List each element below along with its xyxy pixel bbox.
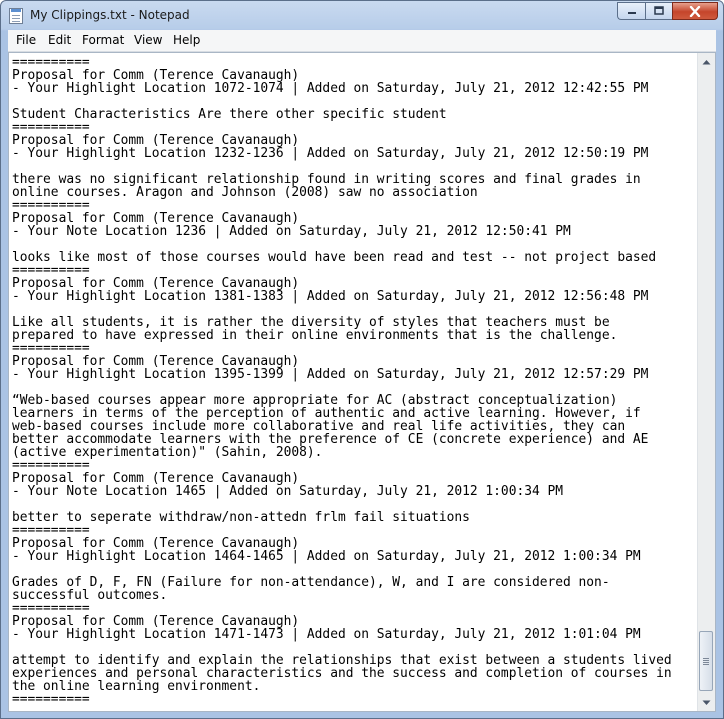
text-line: Student Characteristics Are there other specific student [12, 107, 447, 122]
text-line: “Web-based courses appear more appropriate for AC (abstract conceptualization) [12, 393, 618, 408]
text-line: Proposal for Comm (Terence Cavanaugh) [12, 133, 300, 148]
menu-file[interactable]: File [16, 33, 37, 47]
text-line: ========== [12, 341, 90, 356]
text-line: Proposal for Comm (Terence Cavanaugh) [12, 354, 300, 369]
text-line: prepared to have expressed in their online environments that is the challenge. [12, 328, 618, 343]
text-line: better to seperate withdraw/non-attedn frlm fail situations [12, 510, 470, 525]
text-line: the online learning environment. [12, 679, 261, 694]
close-button[interactable] [672, 2, 718, 20]
text-line: there was no significant relationship found in writing scores and final grades in [12, 172, 641, 187]
text-line: web-based courses include more collaborative and real life activities, they can [12, 419, 626, 434]
text-line: ========== [12, 120, 90, 135]
text-line: - Your Highlight Location 1232-1236 | Added on Saturday, July 21, 2012 12:50:19 PM [12, 146, 649, 161]
text-line: ========== [12, 601, 90, 616]
arrow-up-icon [702, 59, 711, 65]
scroll-thumb[interactable] [699, 631, 713, 691]
text-line: - Your Note Location 1465 | Added on Saturday, July 21, 2012 1:00:34 PM [12, 484, 564, 499]
text-line: learners in terms of the perception of authentic and active learning. However, if [12, 406, 641, 421]
menu-view[interactable]: View [134, 33, 163, 47]
minimize-button[interactable] [617, 2, 645, 20]
text-line: - Your Highlight Location 1381-1383 | Added on Saturday, July 21, 2012 12:56:48 PM [12, 289, 649, 304]
window-title: My Clippings.txt - Notepad [30, 8, 190, 22]
maximize-icon [654, 6, 664, 16]
text-line: - Your Highlight Location 1471-1473 | Added on Saturday, July 21, 2012 1:01:04 PM [12, 627, 641, 642]
minimize-icon [627, 6, 637, 16]
document-text[interactable] [12, 56, 692, 706]
close-icon [689, 6, 701, 17]
text-line: ========== [12, 263, 90, 278]
menu-edit[interactable]: Edit [48, 33, 72, 47]
text-line: ========== [12, 55, 90, 70]
caption-buttons [617, 2, 718, 20]
text-line: looks like most of those courses would have been read and test -- not project based [12, 250, 657, 265]
text-line: - Your Highlight Location 1395-1399 | Added on Saturday, July 21, 2012 12:57:29 PM [12, 367, 649, 382]
text-line: ========== [12, 523, 90, 538]
text-line: Proposal for Comm (Terence Cavanaugh) [12, 211, 300, 226]
text-line: online courses. Aragon and Johnson (2008) saw no association [12, 185, 478, 200]
text-line: successful outcomes. [12, 588, 168, 603]
text-line: ========== [12, 198, 90, 213]
text-line: Like all students, it is rather the diversity of styles that teachers must be [12, 315, 610, 330]
title-bar[interactable] [1, 1, 723, 30]
text-line: Proposal for Comm (Terence Cavanaugh) [12, 471, 300, 486]
text-line: (active experimentation)" (Sahin, 2008). [12, 445, 323, 460]
text-line: experiences and personal characteristics and the success and completion of courses in [12, 666, 672, 681]
text-editor[interactable] [8, 52, 716, 712]
vertical-scrollbar[interactable] [697, 53, 715, 711]
text-line: Grades of D, F, FN (Failure for non-attendance), W, and I are considered non- [12, 575, 610, 590]
arrow-down-icon [702, 700, 711, 706]
text-line: - Your Highlight Location 1072-1074 | Added on Saturday, July 21, 2012 12:42:55 PM [12, 81, 649, 96]
menu-bar [8, 30, 716, 52]
menu-help[interactable]: Help [173, 33, 201, 47]
text-line: attempt to identify and explain the relationships that exist between a students lived [12, 653, 672, 668]
text-line: - Your Highlight Location 1464-1465 | Added on Saturday, July 21, 2012 1:00:34 PM [12, 549, 641, 564]
maximize-button[interactable] [645, 2, 672, 20]
text-line: better accommodate learners with the preference of CE (concrete experience) and AE [12, 432, 649, 447]
text-line: Proposal for Comm (Terence Cavanaugh) [12, 614, 300, 629]
text-line: ========== [12, 458, 90, 473]
text-line: ========== [12, 692, 90, 707]
notepad-icon[interactable] [9, 8, 23, 24]
scroll-down-button[interactable] [698, 694, 715, 711]
text-line: Proposal for Comm (Terence Cavanaugh) [12, 536, 300, 551]
scroll-up-button[interactable] [698, 53, 715, 70]
text-line: Proposal for Comm (Terence Cavanaugh) [12, 68, 300, 83]
text-line: Proposal for Comm (Terence Cavanaugh) [12, 276, 300, 291]
text-line: - Your Note Location 1236 | Added on Saturday, July 21, 2012 12:50:41 PM [12, 224, 571, 239]
menu-format[interactable]: Format [82, 33, 125, 47]
